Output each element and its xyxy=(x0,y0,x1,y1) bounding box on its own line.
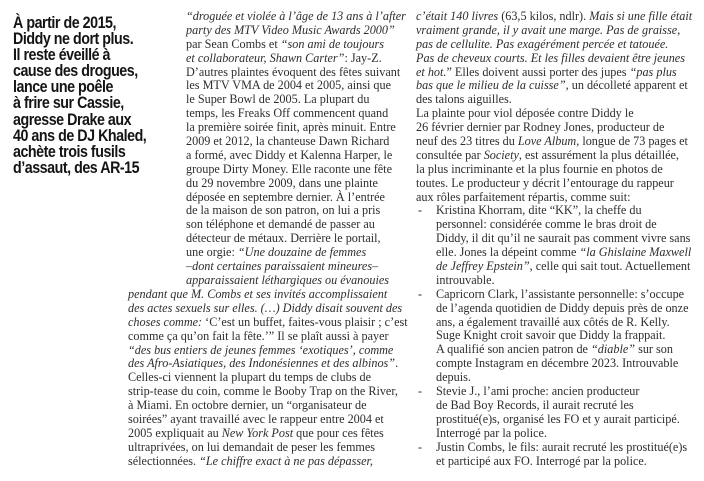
bullet-dash-icon: - xyxy=(418,203,423,218)
text-line xyxy=(436,427,704,441)
text-line xyxy=(416,10,704,24)
text-line xyxy=(128,455,408,469)
text-line xyxy=(186,204,406,218)
text-line xyxy=(416,149,704,163)
headline-line: Diddy ne dort plus. xyxy=(13,29,134,49)
body-text: prostitué(e)s, organisé les FO et y aurait participé. xyxy=(436,411,680,426)
text-line xyxy=(436,274,704,288)
body-text: , un décolleté apparent et xyxy=(565,78,688,93)
italic-quote-text: “des bus entiers de jeunes femmes ‘exotiques’, comme xyxy=(128,342,394,357)
body-text: ultraprivées, on lui demandait de peser les femmes xyxy=(128,439,376,454)
body-text: Stevie J., l’ami proche: ancien producteur xyxy=(436,384,640,399)
body-text: La plainte pour viol déposée contre Diddy le xyxy=(416,106,634,121)
text-line xyxy=(186,52,406,66)
list-item xyxy=(416,204,704,287)
bullet-dash-icon: - xyxy=(418,384,423,399)
text-line xyxy=(128,344,408,358)
text-line xyxy=(186,24,406,38)
text-line xyxy=(436,399,704,413)
text-line xyxy=(416,135,704,149)
body-text: à Miami. En octobre dernier, un “organisateur de xyxy=(128,398,367,413)
pull-quote-headline xyxy=(13,15,151,176)
text-line xyxy=(186,191,406,205)
body-text: personnel: considérée comme le bras droit de xyxy=(436,217,657,232)
body-text: son téléphone et demandé de passer au xyxy=(186,217,375,232)
italic-quote-text: pas de cellulite. Pas exagérément percée et tatouée. xyxy=(416,36,669,51)
text-line xyxy=(186,107,406,121)
text-line xyxy=(186,79,406,93)
text-line xyxy=(186,232,406,246)
text-line xyxy=(436,385,704,399)
text-line xyxy=(416,66,704,80)
text-line xyxy=(186,38,406,52)
text-line xyxy=(186,93,406,107)
body-text: sélectionnées. xyxy=(128,453,200,468)
body-text: . xyxy=(395,356,399,371)
italic-quote-text: “Une douzaine de femmes xyxy=(237,245,367,260)
body-text: Justin Combs, le fils: aurait recruté les prostitué(e)s xyxy=(436,439,688,454)
text-line xyxy=(128,371,408,385)
italic-quote-text: apparaissaient léthargiques ou évanouies xyxy=(186,272,389,287)
text-line xyxy=(128,441,408,455)
body-text: D’autres plaintes évoquent des fêtes suivant xyxy=(186,64,401,79)
text-line xyxy=(128,330,408,344)
text-line xyxy=(128,399,408,413)
body-text: 26 février dernier par Rodney Jones, producteur de xyxy=(416,120,665,135)
body-text: le Super Bowl de 2005. La plupart du xyxy=(186,92,370,107)
headline-line: lance une poêle xyxy=(13,77,113,97)
text-line xyxy=(416,38,704,52)
body-text: 2005 expliquait au xyxy=(128,425,222,440)
italic-quote-text: “la Ghislaine Maxwell xyxy=(579,245,692,260)
text-line xyxy=(186,274,406,288)
italic-quote-text: de Jeffrey Epstein” xyxy=(436,259,530,274)
headline-line: À partir de 2015, xyxy=(13,13,117,32)
list-item xyxy=(416,385,704,441)
text-line xyxy=(186,121,406,135)
body-text: de la maison de son patron, on lui a pris xyxy=(186,203,381,218)
body-text: : Jay-Z. xyxy=(344,50,382,65)
article-column-3 xyxy=(416,10,704,468)
text-line xyxy=(436,329,704,343)
text-line xyxy=(436,357,704,371)
text-line xyxy=(416,121,704,135)
body-text: Kristina Khorram, dite “KK”, la cheffe du xyxy=(436,203,642,218)
italic-quote-text: “pas plus xyxy=(629,64,677,79)
body-text: Celles-ci viennent la plupart du temps de clubs de xyxy=(128,370,372,385)
body-text: a formé, avec Diddy et Kalenna Harper, le xyxy=(186,147,393,162)
body-text: , est assurément la plus détaillée, xyxy=(518,147,679,162)
body-text: strip-tease du coin, comme le Booby Trap on the River, xyxy=(128,384,398,399)
body-text: groupe Dirty Money. Elle raconte une fête xyxy=(186,161,392,176)
text-line xyxy=(436,316,704,330)
body-text: depuis. xyxy=(436,370,471,385)
column-3-intro xyxy=(416,10,704,204)
text-line xyxy=(128,385,408,399)
body-text: (63,5 kilos, ndlr). xyxy=(498,9,590,23)
text-line xyxy=(416,52,704,66)
italic-quote-text: Love Album xyxy=(517,134,577,149)
italic-quote-text: “diable” xyxy=(591,342,636,357)
headline-line: Il reste éveillé à xyxy=(13,45,111,65)
body-text: soirées” ayant travaillé avec le rappeur entre 2004 et xyxy=(128,412,384,427)
body-text: et participé aux FO. Interrogé par la police. xyxy=(436,453,647,468)
body-text: déposée en septembre dernier. À l’entrée xyxy=(186,189,385,204)
text-line xyxy=(186,66,406,80)
body-text: Suge Knight croit savoir que Diddy la frappait. xyxy=(436,328,666,343)
text-line xyxy=(128,288,408,302)
body-text: du 29 novembre 2009, dans une plainte xyxy=(186,175,378,190)
body-text: comme ça qu’on fait la fête.’” Il se plaît aussi à payer xyxy=(128,328,389,343)
italic-quote-text: des actes sexuels sur elles. (…) Diddy disait souvent des xyxy=(128,300,403,315)
body-text: 2009 et 2012, la chanteuse Dawn Richard xyxy=(186,134,390,149)
body-text: une orgie: xyxy=(186,245,238,260)
text-line xyxy=(436,246,704,260)
body-text: de Bad Boy Records, il aurait recruté les xyxy=(436,397,634,412)
body-text: temps, les Freaks Off commencent quand xyxy=(186,106,389,121)
italic-quote-text: choses comme: xyxy=(128,314,206,329)
body-text: sur son xyxy=(635,342,673,357)
text-line xyxy=(416,24,704,38)
italic-quote-text: Pas de cheveux courts. Et les filles devaient être jeunes xyxy=(416,50,685,65)
headline-line: achète trois fusils xyxy=(13,141,126,161)
text-line xyxy=(186,177,406,191)
text-line xyxy=(416,163,704,177)
body-text: la plus incriminante et la plus fournie en photos de xyxy=(416,161,663,176)
italic-quote-text: bas que le milieu de la cuisse” xyxy=(416,78,566,93)
body-text: aux rôles parfaitement répartis, comme suit: xyxy=(416,189,631,204)
italic-quote-text: party des MTV Video Music Awards 2000” xyxy=(186,22,395,37)
italic-quote-text: et hot. xyxy=(416,64,447,79)
text-line xyxy=(186,149,406,163)
body-text: ‘C’est un buffet, faites-vous plaisir ; c’est xyxy=(205,314,408,329)
italic-quote-text: “droguée et violée à l’âge de 13 ans à l’after xyxy=(186,9,406,23)
italic-quote-text: “son ami de toujours xyxy=(280,36,385,51)
text-line xyxy=(416,177,704,191)
body-text: ” Elles doivent aussi porter des jupes xyxy=(446,64,630,79)
text-line xyxy=(436,288,704,302)
list-item xyxy=(416,441,704,469)
italic-quote-text: “Le chiffre exact à ne pas dépasser, xyxy=(199,453,373,468)
body-text: par Sean Combs et xyxy=(186,36,281,51)
body-text: que pour ces fêtes xyxy=(293,425,384,440)
text-line xyxy=(436,441,704,455)
body-text: compte Instagram en décembre 2023. Introuvable xyxy=(436,356,679,371)
italic-quote-text: Society xyxy=(483,147,519,162)
text-line xyxy=(436,371,704,385)
body-text: ans, a également travaillé aux côtés de R. Kelly. xyxy=(436,314,670,329)
bullet-dash-icon: - xyxy=(418,439,423,454)
text-line xyxy=(186,135,406,149)
text-line xyxy=(436,455,704,469)
italic-quote-text: Mais si une fille était xyxy=(589,9,693,23)
text-line xyxy=(436,413,704,427)
text-line xyxy=(416,93,704,107)
body-text: Interrogé par la police. xyxy=(436,425,547,440)
text-line xyxy=(186,246,406,260)
text-line xyxy=(416,191,704,205)
italic-quote-text: –dont certaines paraissaient mineures– xyxy=(186,259,379,274)
italic-quote-text: vraiment grande, il y avait une marge. Pas de graisse, xyxy=(416,22,681,37)
body-text: Capricorn Clark, l’assistante personnelle: s’occupe xyxy=(436,286,685,301)
body-text: la première soirée finit, après minuit. Entre xyxy=(186,120,396,135)
body-text: Diddy, il dit qu’il ne saurait pas comment vivre sans xyxy=(436,231,691,246)
article-column-2-bottom xyxy=(128,288,408,469)
headline-line: à frire sur Cassie, xyxy=(13,93,124,113)
body-text: consultée par xyxy=(416,147,484,162)
text-line xyxy=(186,260,406,274)
text-line xyxy=(186,10,406,24)
body-text: A qualifié son ancien patron de xyxy=(436,342,592,357)
italic-quote-text: c’était 140 livres xyxy=(416,9,499,23)
text-line xyxy=(186,218,406,232)
italic-quote-text: des Afro-Asiatiques, des Indonésiennes et des albinos” xyxy=(128,356,396,371)
body-text: elle. Jones la dépeint comme xyxy=(436,245,580,260)
article-column-2-top xyxy=(186,10,406,288)
italic-quote-text: pendant que M. Combs et ses invités accomplissaient xyxy=(128,287,388,301)
body-text: détecteur de métaux. Derrière le portail, xyxy=(186,231,381,246)
italic-quote-text: et collaborateur, Shawn Carter” xyxy=(186,50,345,65)
headline-line: 40 ans de DJ Khaled, xyxy=(13,125,147,145)
text-line xyxy=(128,413,408,427)
text-line xyxy=(436,260,704,274)
italic-quote-text: New York Post xyxy=(221,425,294,440)
body-text: les MTV VMA de 2004 et 2005, ainsi que xyxy=(186,78,392,93)
bullet-dash-icon: - xyxy=(418,286,423,301)
body-text: , longue de 73 pages et xyxy=(576,134,688,149)
text-line xyxy=(128,316,408,330)
text-line xyxy=(186,163,406,177)
text-line xyxy=(416,107,704,121)
headline-line: agresse Drake aux xyxy=(13,109,132,129)
body-text: , celle qui sait tout. Actuellement xyxy=(529,259,691,274)
headline-line: d’assaut, des AR-15 xyxy=(13,157,140,177)
text-line xyxy=(436,302,704,316)
list-item xyxy=(416,288,704,385)
text-line xyxy=(416,79,704,93)
text-line xyxy=(436,204,704,218)
body-text: des talons aiguilles. xyxy=(416,92,512,107)
entourage-list xyxy=(416,204,704,468)
body-text: de l’agenda quotidien de Diddy depuis près de onze xyxy=(436,300,689,315)
text-line xyxy=(128,357,408,371)
text-line xyxy=(436,218,704,232)
body-text: toutes. Le producteur y décrit l’entourage du rappeur xyxy=(416,175,674,190)
headline-line: cause des drogues, xyxy=(13,61,138,81)
text-line xyxy=(436,232,704,246)
text-line xyxy=(128,302,408,316)
text-line xyxy=(128,427,408,441)
body-text: introuvable. xyxy=(436,272,495,287)
body-text: neuf des 23 titres du xyxy=(416,134,518,149)
text-line xyxy=(436,343,704,357)
